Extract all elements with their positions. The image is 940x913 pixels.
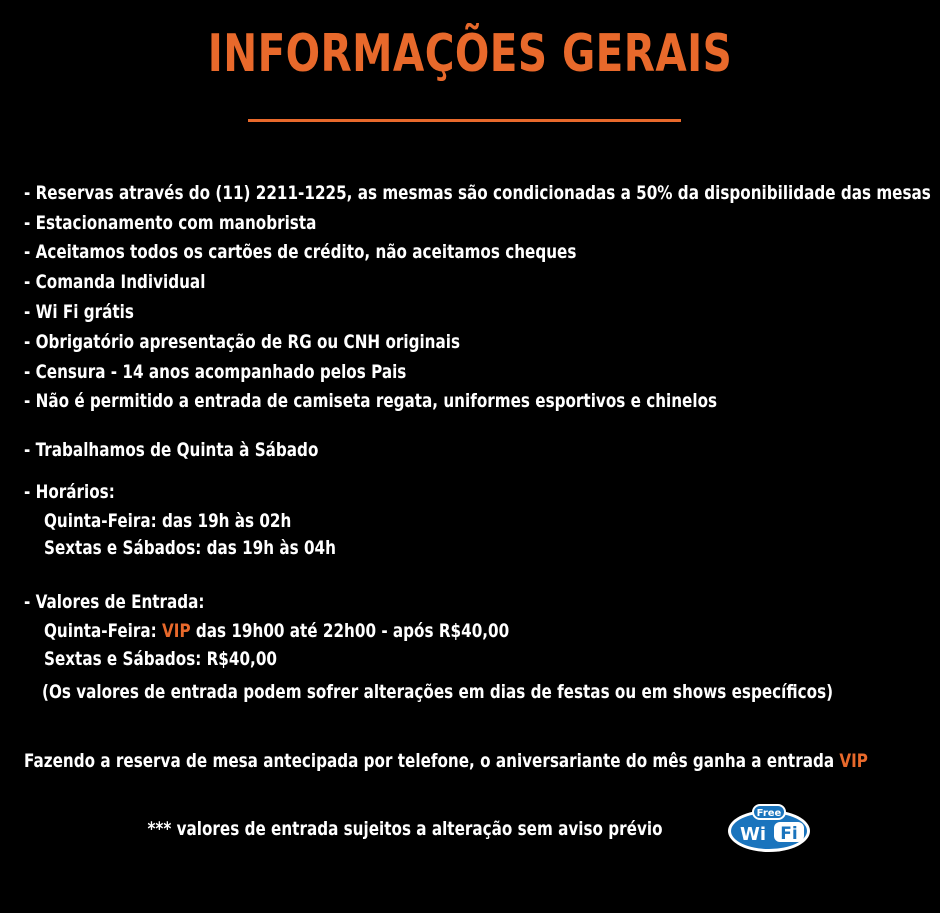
info-item-wifi: - Wi Fi grátis bbox=[24, 301, 134, 323]
prices-thursday-detail: das 19h00 até 22h00 - após R$40,00 bbox=[190, 620, 510, 642]
hours-heading: - Horários: bbox=[24, 481, 115, 503]
title-divider bbox=[248, 119, 681, 122]
prices-heading: - Valores de Entrada: bbox=[24, 591, 205, 613]
prices-thursday-label: Quinta-Feira: bbox=[44, 620, 163, 642]
info-item-cartoes: - Aceitamos todos os cartões de crédito, não aceitamos cheques bbox=[24, 241, 577, 263]
working-days: - Trabalhamos de Quinta à Sábado bbox=[24, 439, 319, 461]
hours-fri-sat: Sextas e Sábados: das 19h às 04h bbox=[44, 537, 336, 559]
disclaimer: *** valores de entrada sujeitos a alteração sem aviso prévio bbox=[147, 818, 663, 840]
info-item-comanda: - Comanda Individual bbox=[24, 271, 206, 293]
prices-note: (Os valores de entrada podem sofrer alterações em dias de festas ou em shows específicos) bbox=[42, 681, 834, 703]
info-item-documento: - Obrigatório apresentação de RG ou CNH originais bbox=[24, 331, 461, 353]
hours-thursday: Quinta-Feira: das 19h às 02h bbox=[44, 510, 292, 532]
wifi-logo-fi-text: Fi bbox=[780, 824, 798, 844]
birthday-vip-highlight: VIP bbox=[839, 750, 868, 772]
birthday-offer-text: Fazendo a reserva de mesa antecipada por telefone, o aniversariante do mês ganha a entrada bbox=[24, 750, 840, 772]
wifi-logo-wi-text: Wi bbox=[739, 824, 767, 845]
birthday-offer bbox=[24, 749, 868, 773]
info-item-estacionamento: - Estacionamento com manobrista bbox=[24, 212, 317, 234]
page-title: INFORMAÇÕES GERAIS bbox=[207, 24, 733, 84]
info-item-censura: - Censura - 14 anos acompanhado pelos Pais bbox=[24, 361, 407, 383]
wifi-free-logo bbox=[726, 804, 812, 854]
vip-highlight: VIP bbox=[162, 620, 191, 642]
wifi-logo-free-text: Free bbox=[756, 808, 782, 819]
prices-thursday bbox=[44, 619, 509, 643]
prices-fri-sat: Sextas e Sábados: R$40,00 bbox=[44, 648, 277, 670]
info-item-reservas: - Reservas através do (11) 2211-1225, as mesmas são condicionadas a 50% da disponibilidade das mesas bbox=[24, 182, 931, 204]
info-item-vestuario: - Não é permitido a entrada de camiseta regata, uniformes esportivos e chinelos bbox=[24, 390, 718, 412]
